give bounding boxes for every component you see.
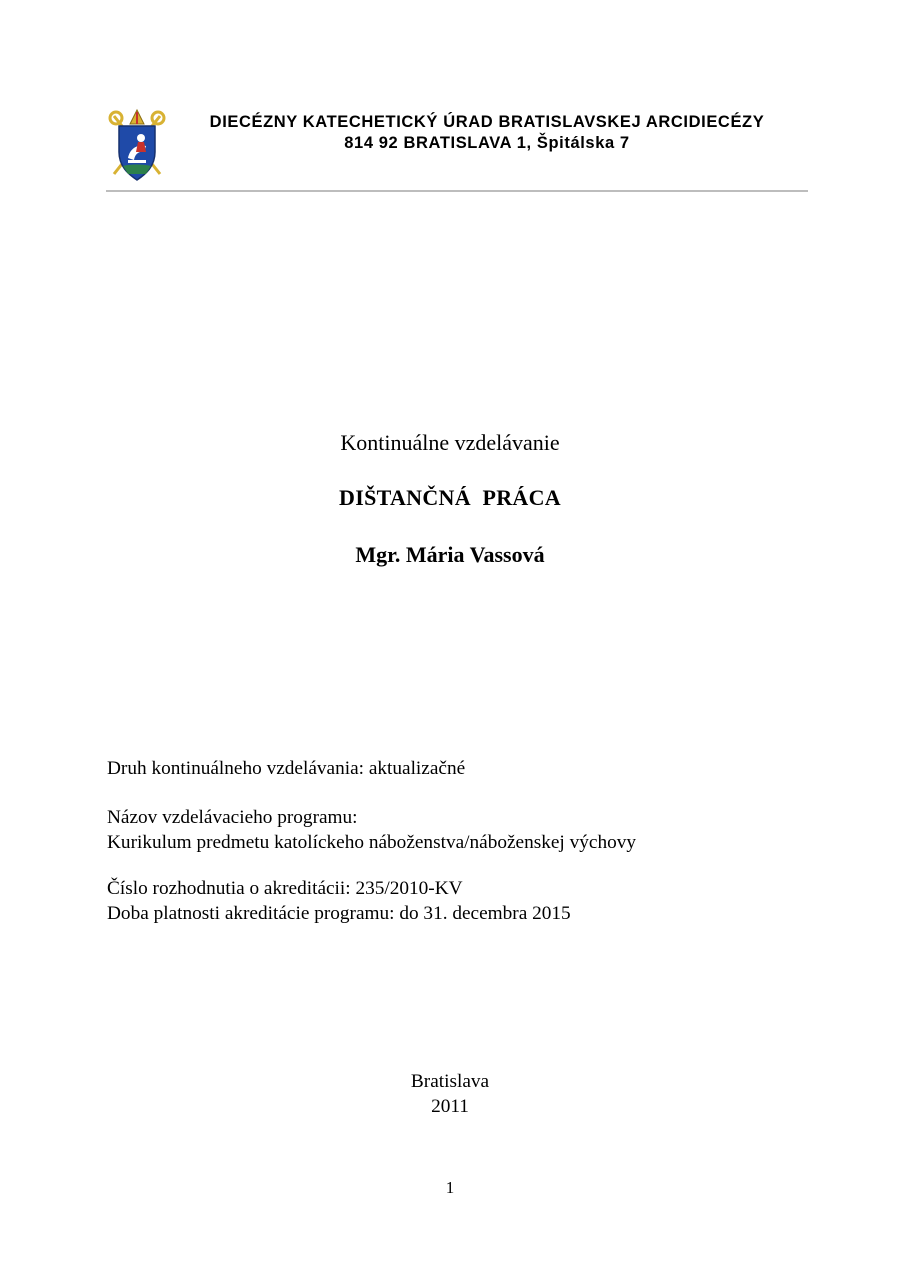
letterhead-text [176, 112, 798, 154]
program-name: Kurikulum predmetu katolíckeho náboženstva/náboženskej výchovy [107, 831, 637, 853]
education-type [107, 757, 807, 782]
page-number: 1 [445, 1178, 455, 1197]
header-divider [106, 190, 808, 192]
document-subtitle: Kontinuálne vzdelávanie [340, 430, 560, 455]
accreditation-number: Číslo rozhodnutia o akreditácii: 235/2010-KV [107, 878, 463, 899]
institution-name: DIECÉZNY KATECHETICKÝ ÚRAD BRATISLAVSKEJ ARCIDIECÉZY [209, 113, 765, 131]
document-title: DIŠTANČNÁ PRÁCA [339, 485, 561, 510]
diocesan-coat-of-arms-icon [108, 108, 166, 184]
accreditation-block [107, 877, 807, 926]
institution-address: 814 92 BRATISLAVA 1, Špitálska 7 [344, 134, 630, 152]
letterhead [106, 106, 808, 190]
place: Bratislava [410, 1071, 490, 1092]
accreditation-validity: Doba platnosti akreditácie programu: do 31. decembra 2015 [107, 902, 571, 924]
document-author: Mgr. Mária Vassová [355, 542, 545, 567]
year: 2011 [431, 1096, 469, 1117]
education-type-line: Druh kontinuálneho vzdelávania: aktualizačné [107, 758, 466, 779]
program-label: Názov vzdelávacieho programu: [107, 807, 358, 828]
program-block [107, 806, 807, 855]
